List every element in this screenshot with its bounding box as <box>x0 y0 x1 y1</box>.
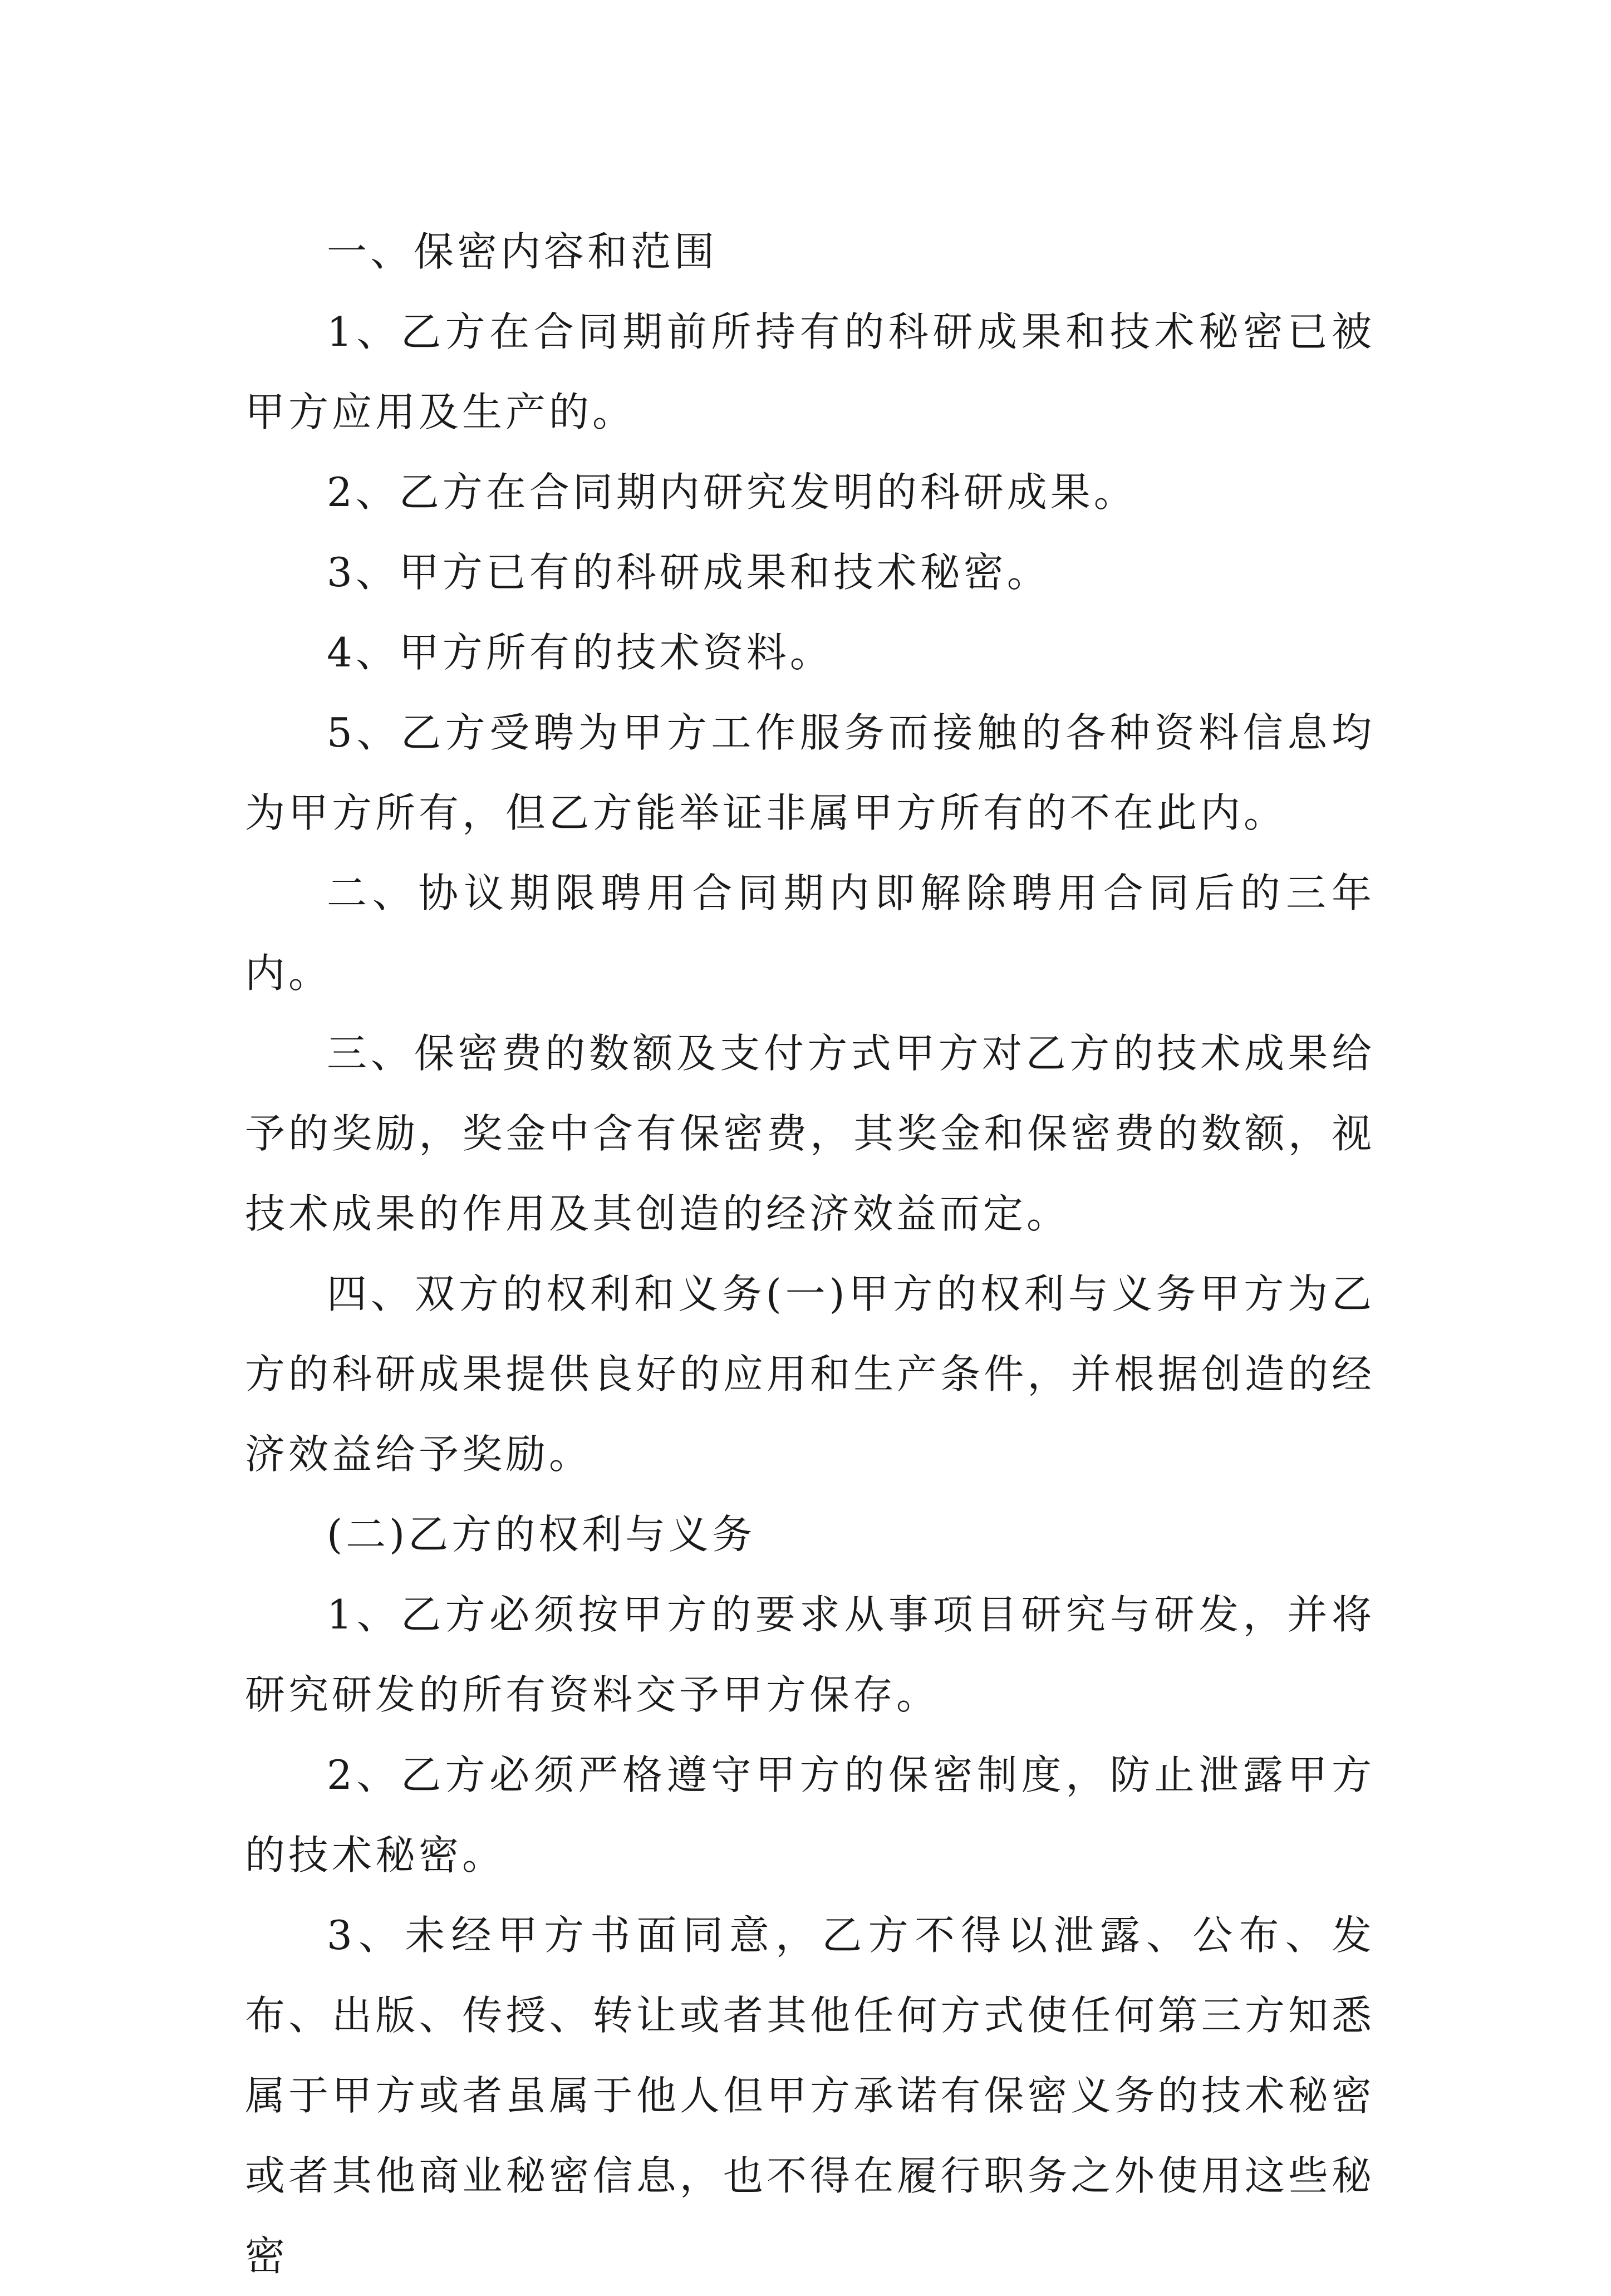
section-heading-confidentiality-scope: 一、保密内容和范围 <box>327 228 718 275</box>
paragraph-item-5: 5、乙方受聘为甲方工作服务而接触的各种资料信息均为甲方所有，但乙方能举证非属甲方所有的不在此内。 <box>245 709 1375 836</box>
party-b-item-1: 1、乙方必须按甲方的要求从事项目研究与研发，并将研究研发的所有资料交予甲方保存。 <box>245 1591 1375 1718</box>
paragraph-item-3: 3、甲方已有的科研成果和技术秘密。 <box>327 549 1050 596</box>
section-agreement-term: 二、协议期限聘用合同期内即解除聘用合同后的三年内。 <box>245 870 1375 997</box>
document-body <box>245 212 1375 2296</box>
paragraph-item-1: 1、乙方在合同期前所持有的科研成果和技术秘密已被甲方应用及生产的。 <box>245 308 1375 435</box>
paragraph-item-2: 2、乙方在合同期内研究发明的科研成果。 <box>327 469 1137 516</box>
paragraph-item-4: 4、甲方所有的技术资料。 <box>327 629 833 676</box>
section-rights-obligations: 四、双方的权利和义务(一)甲方的权利与义务甲方为乙方的科研成果提供良好的应用和生产条件，并根据创造的经济效益给予奖励。 <box>245 1270 1375 1478</box>
party-b-item-2: 2、乙方必须严格遵守甲方的保密制度，防止泄露甲方的技术秘密。 <box>245 1752 1375 1878</box>
party-b-item-3: 3、未经甲方书面同意，乙方不得以泄露、公布、发布、出版、传授、转让或者其他任何方式使任何第三方知悉属于甲方或者虽属于他人但甲方承诺有保密义务的技术秘密或者其他商业秘密信息，也不得在履行职务之外使用这些秘密 <box>245 1912 1375 2279</box>
subsection-party-b-rights: (二)乙方的权利与义务 <box>327 1511 756 1558</box>
section-confidentiality-fee: 三、保密费的数额及支付方式甲方对乙方的技术成果给予的奖励，奖金中含有保密费，其奖金和保密费的数额，视技术成果的作用及其创造的经济效益而定。 <box>245 1030 1375 1237</box>
